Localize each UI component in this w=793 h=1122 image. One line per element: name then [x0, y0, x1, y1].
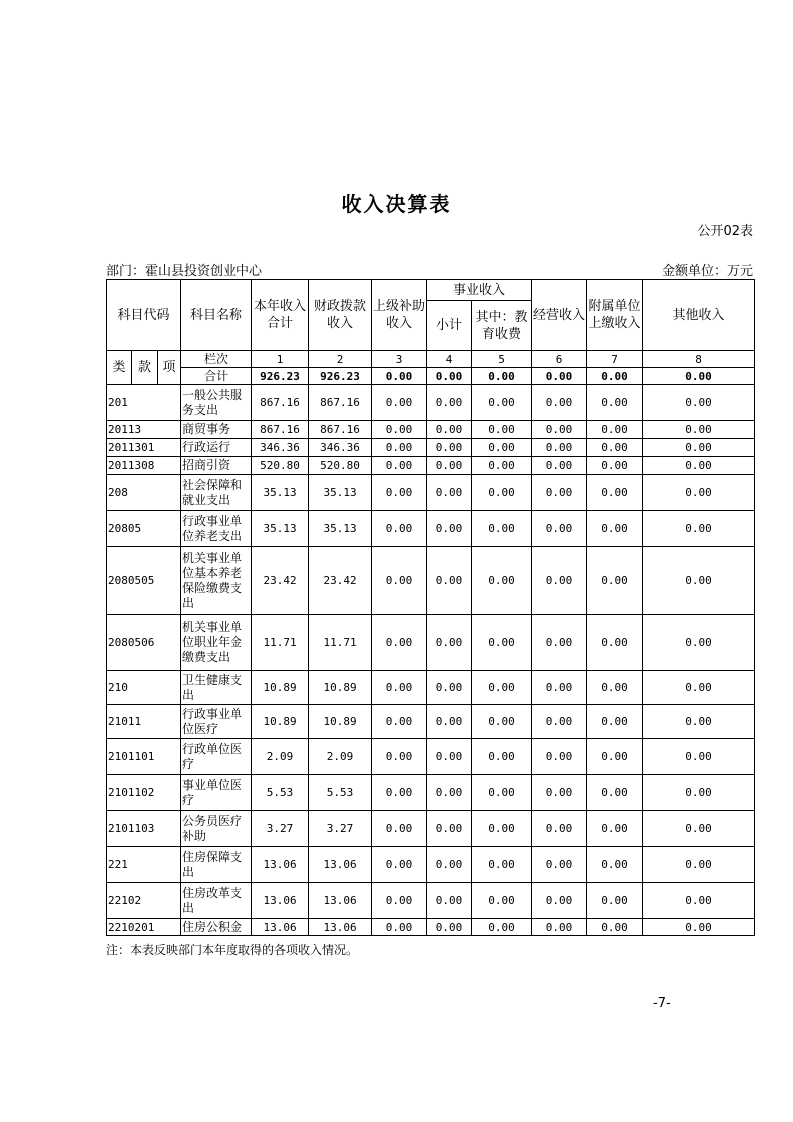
footnote: 注：本表反映部门本年度取得的各项收入情况。	[106, 943, 359, 957]
table-row	[107, 421, 755, 439]
subject-code: 21011	[107, 705, 181, 739]
subject-name: 商贸事务	[181, 421, 252, 439]
amount-cell: 10.89	[252, 705, 309, 739]
table-row	[107, 385, 755, 421]
header-lanci: 栏次	[181, 351, 252, 368]
header-name: 科目名称	[181, 280, 252, 351]
amount-cell: 35.13	[252, 475, 309, 511]
amount-cell: 0.00	[472, 439, 532, 457]
amount-cell: 0.00	[427, 919, 472, 936]
table-row	[107, 705, 755, 739]
amount-cell: 0.00	[532, 615, 587, 671]
subject-name: 行政事业单位养老支出	[181, 511, 252, 547]
amount-cell: 11.71	[252, 615, 309, 671]
header-fiscal-income: 财政拨款收入	[309, 280, 372, 351]
amount-cell: 520.80	[252, 457, 309, 475]
amount-cell: 0.00	[532, 919, 587, 936]
subject-name: 招商引资	[181, 457, 252, 475]
total-value: 926.23	[252, 368, 309, 385]
amount-cell: 10.89	[309, 671, 372, 705]
amount-cell: 0.00	[643, 385, 755, 421]
amount-cell: 0.00	[472, 385, 532, 421]
amount-cell: 2.09	[252, 739, 309, 775]
amount-cell: 11.71	[309, 615, 372, 671]
amount-cell: 5.53	[309, 775, 372, 811]
amount-cell: 0.00	[427, 439, 472, 457]
amount-cell: 2.09	[309, 739, 372, 775]
income-table	[106, 279, 755, 936]
table-row	[107, 615, 755, 671]
amount-cell: 0.00	[427, 547, 472, 615]
subject-name: 一般公共服务支出	[181, 385, 252, 421]
total-value: 926.23	[309, 368, 372, 385]
amount-cell: 13.06	[252, 847, 309, 883]
amount-cell: 23.42	[309, 547, 372, 615]
amount-cell: 0.00	[372, 475, 427, 511]
amount-cell: 5.53	[252, 775, 309, 811]
col-number: 2	[309, 351, 372, 368]
header-education-fee: 其中：教育收费	[472, 301, 532, 351]
amount-cell: 0.00	[427, 511, 472, 547]
amount-cell: 0.00	[472, 775, 532, 811]
amount-cell: 0.00	[472, 421, 532, 439]
header-operating-income: 经营收入	[532, 280, 587, 351]
amount-cell: 0.00	[372, 439, 427, 457]
col-number: 7	[587, 351, 643, 368]
amount-cell: 0.00	[587, 847, 643, 883]
amount-cell: 0.00	[427, 475, 472, 511]
table-row	[107, 811, 755, 847]
page-number: -7-	[653, 996, 671, 1011]
total-value: 0.00	[427, 368, 472, 385]
total-value: 0.00	[472, 368, 532, 385]
amount-cell: 0.00	[472, 475, 532, 511]
amount-cell: 13.06	[309, 847, 372, 883]
amount-cell: 0.00	[472, 811, 532, 847]
subject-name: 住房改革支出	[181, 883, 252, 919]
subject-name: 住房保障支出	[181, 847, 252, 883]
amount-cell: 0.00	[372, 457, 427, 475]
amount-cell: 0.00	[643, 475, 755, 511]
amount-cell: 0.00	[643, 671, 755, 705]
amount-cell: 0.00	[587, 421, 643, 439]
amount-cell: 0.00	[472, 847, 532, 883]
amount-cell: 3.27	[252, 811, 309, 847]
table-row	[107, 475, 755, 511]
col-number: 8	[643, 351, 755, 368]
col-number: 1	[252, 351, 309, 368]
amount-cell: 23.42	[252, 547, 309, 615]
amount-cell: 3.27	[309, 811, 372, 847]
amount-cell: 0.00	[427, 671, 472, 705]
amount-cell: 0.00	[532, 775, 587, 811]
amount-cell: 0.00	[532, 439, 587, 457]
amount-cell: 10.89	[309, 705, 372, 739]
subject-name: 行政单位医疗	[181, 739, 252, 775]
subject-code: 221	[107, 847, 181, 883]
subject-code: 210	[107, 671, 181, 705]
amount-cell: 0.00	[643, 439, 755, 457]
amount-cell: 0.00	[643, 457, 755, 475]
amount-cell: 0.00	[643, 421, 755, 439]
amount-cell: 0.00	[532, 883, 587, 919]
subject-name: 事业单位医疗	[181, 775, 252, 811]
amount-cell: 0.00	[643, 511, 755, 547]
amount-cell: 0.00	[427, 385, 472, 421]
amount-cell: 0.00	[532, 385, 587, 421]
amount-cell: 0.00	[532, 547, 587, 615]
amount-cell: 0.00	[372, 705, 427, 739]
amount-cell: 0.00	[427, 739, 472, 775]
amount-cell: 0.00	[532, 457, 587, 475]
header-total-income: 本年收入合计	[252, 280, 309, 351]
header-heji: 合计	[181, 368, 252, 385]
amount-cell: 0.00	[532, 475, 587, 511]
amount-cell: 0.00	[587, 439, 643, 457]
amount-cell: 0.00	[643, 847, 755, 883]
table-row	[107, 511, 755, 547]
amount-cell: 0.00	[372, 385, 427, 421]
amount-cell: 0.00	[427, 705, 472, 739]
amount-cell: 0.00	[587, 705, 643, 739]
total-value: 0.00	[372, 368, 427, 385]
amount-cell: 0.00	[643, 705, 755, 739]
amount-cell: 520.80	[309, 457, 372, 475]
amount-cell: 867.16	[309, 385, 372, 421]
amount-cell: 0.00	[643, 883, 755, 919]
amount-cell: 0.00	[532, 705, 587, 739]
amount-cell: 0.00	[587, 511, 643, 547]
amount-cell: 0.00	[427, 457, 472, 475]
header-xiang: 项	[158, 351, 181, 385]
amount-cell: 0.00	[427, 811, 472, 847]
subject-code: 2080506	[107, 615, 181, 671]
amount-cell: 0.00	[587, 457, 643, 475]
amount-cell: 0.00	[427, 775, 472, 811]
amount-cell: 0.00	[532, 421, 587, 439]
subject-code: 20805	[107, 511, 181, 547]
form-number: 公开02表	[697, 224, 753, 239]
subject-name: 行政运行	[181, 439, 252, 457]
amount-cell: 0.00	[587, 919, 643, 936]
amount-cell: 13.06	[252, 883, 309, 919]
subject-name: 机关事业单位基本养老保险缴费支出	[181, 547, 252, 615]
amount-cell: 0.00	[372, 883, 427, 919]
amount-cell: 0.00	[532, 811, 587, 847]
amount-cell: 0.00	[427, 847, 472, 883]
amount-cell: 0.00	[472, 615, 532, 671]
subject-code: 2011308	[107, 457, 181, 475]
amount-cell: 0.00	[372, 847, 427, 883]
table-body	[107, 385, 755, 936]
subject-name: 行政事业单位医疗	[181, 705, 252, 739]
amount-cell: 0.00	[472, 547, 532, 615]
amount-cell: 0.00	[427, 883, 472, 919]
table-row	[107, 775, 755, 811]
table-row	[107, 847, 755, 883]
header-lei: 类	[107, 351, 132, 385]
amount-cell: 0.00	[372, 919, 427, 936]
amount-cell: 867.16	[252, 421, 309, 439]
subject-code: 2080505	[107, 547, 181, 615]
unit-label: 金额单位：万元	[661, 264, 753, 279]
amount-cell: 0.00	[472, 671, 532, 705]
amount-cell: 0.00	[643, 919, 755, 936]
table-row	[107, 671, 755, 705]
amount-cell: 0.00	[472, 919, 532, 936]
amount-cell: 0.00	[472, 739, 532, 775]
amount-cell: 0.00	[472, 883, 532, 919]
amount-cell: 867.16	[252, 385, 309, 421]
amount-cell: 346.36	[309, 439, 372, 457]
subject-code: 2210201	[107, 919, 181, 936]
col-number: 5	[472, 351, 532, 368]
table-row	[107, 919, 755, 936]
amount-cell: 0.00	[587, 615, 643, 671]
col-number: 4	[427, 351, 472, 368]
total-value: 0.00	[643, 368, 755, 385]
subject-name: 机关事业单位职业年金缴费支出	[181, 615, 252, 671]
amount-cell: 0.00	[643, 739, 755, 775]
total-value: 0.00	[532, 368, 587, 385]
amount-cell: 867.16	[309, 421, 372, 439]
header-kuan: 款	[132, 351, 158, 385]
amount-cell: 346.36	[252, 439, 309, 457]
amount-cell: 0.00	[587, 671, 643, 705]
subject-code: 208	[107, 475, 181, 511]
amount-cell: 0.00	[372, 775, 427, 811]
header-code: 科目代码	[107, 280, 181, 351]
amount-cell: 0.00	[472, 457, 532, 475]
amount-cell: 0.00	[372, 811, 427, 847]
amount-cell: 0.00	[532, 511, 587, 547]
table-row	[107, 883, 755, 919]
amount-cell: 35.13	[309, 475, 372, 511]
header-subtotal: 小计	[427, 301, 472, 351]
amount-cell: 13.06	[309, 919, 372, 936]
department-label: 部门：霍山县投资创业中心	[106, 264, 263, 279]
amount-cell: 0.00	[427, 421, 472, 439]
amount-cell: 0.00	[587, 385, 643, 421]
page-title: 收入决算表	[341, 192, 452, 216]
amount-cell: 0.00	[372, 547, 427, 615]
amount-cell: 0.00	[472, 705, 532, 739]
header-superior-subsidy: 上级补助收入	[372, 280, 427, 351]
header-business-income: 事业收入	[427, 280, 532, 301]
amount-cell: 0.00	[372, 615, 427, 671]
amount-cell: 0.00	[587, 739, 643, 775]
amount-cell: 0.00	[643, 615, 755, 671]
table-row	[107, 547, 755, 615]
subject-code: 2011301	[107, 439, 181, 457]
amount-cell: 0.00	[643, 775, 755, 811]
total-value: 0.00	[587, 368, 643, 385]
amount-cell: 0.00	[587, 775, 643, 811]
amount-cell: 0.00	[587, 475, 643, 511]
header-other-income: 其他收入	[643, 280, 755, 351]
table-row	[107, 739, 755, 775]
amount-cell: 0.00	[643, 547, 755, 615]
subject-code: 22102	[107, 883, 181, 919]
col-number: 6	[532, 351, 587, 368]
amount-cell: 0.00	[372, 421, 427, 439]
amount-cell: 0.00	[587, 811, 643, 847]
amount-cell: 0.00	[427, 615, 472, 671]
amount-cell: 0.00	[587, 547, 643, 615]
amount-cell: 0.00	[532, 847, 587, 883]
amount-cell: 13.06	[309, 883, 372, 919]
subject-name: 住房公积金	[181, 919, 252, 936]
subject-code: 2101103	[107, 811, 181, 847]
amount-cell: 0.00	[587, 883, 643, 919]
col-number: 3	[372, 351, 427, 368]
amount-cell: 0.00	[372, 671, 427, 705]
amount-cell: 13.06	[252, 919, 309, 936]
subject-name: 公务员医疗补助	[181, 811, 252, 847]
subject-name: 卫生健康支出	[181, 671, 252, 705]
amount-cell: 35.13	[252, 511, 309, 547]
amount-cell: 0.00	[532, 671, 587, 705]
amount-cell: 0.00	[532, 739, 587, 775]
amount-cell: 0.00	[372, 739, 427, 775]
amount-cell: 0.00	[643, 811, 755, 847]
table-row	[107, 457, 755, 475]
subject-code: 20113	[107, 421, 181, 439]
amount-cell: 0.00	[472, 511, 532, 547]
amount-cell: 35.13	[309, 511, 372, 547]
subject-code: 2101101	[107, 739, 181, 775]
subject-code: 2101102	[107, 775, 181, 811]
table-row	[107, 439, 755, 457]
subject-name: 社会保障和就业支出	[181, 475, 252, 511]
amount-cell: 10.89	[252, 671, 309, 705]
subject-code: 201	[107, 385, 181, 421]
header-affiliated-income: 附属单位上缴收入	[587, 280, 643, 351]
amount-cell: 0.00	[372, 511, 427, 547]
